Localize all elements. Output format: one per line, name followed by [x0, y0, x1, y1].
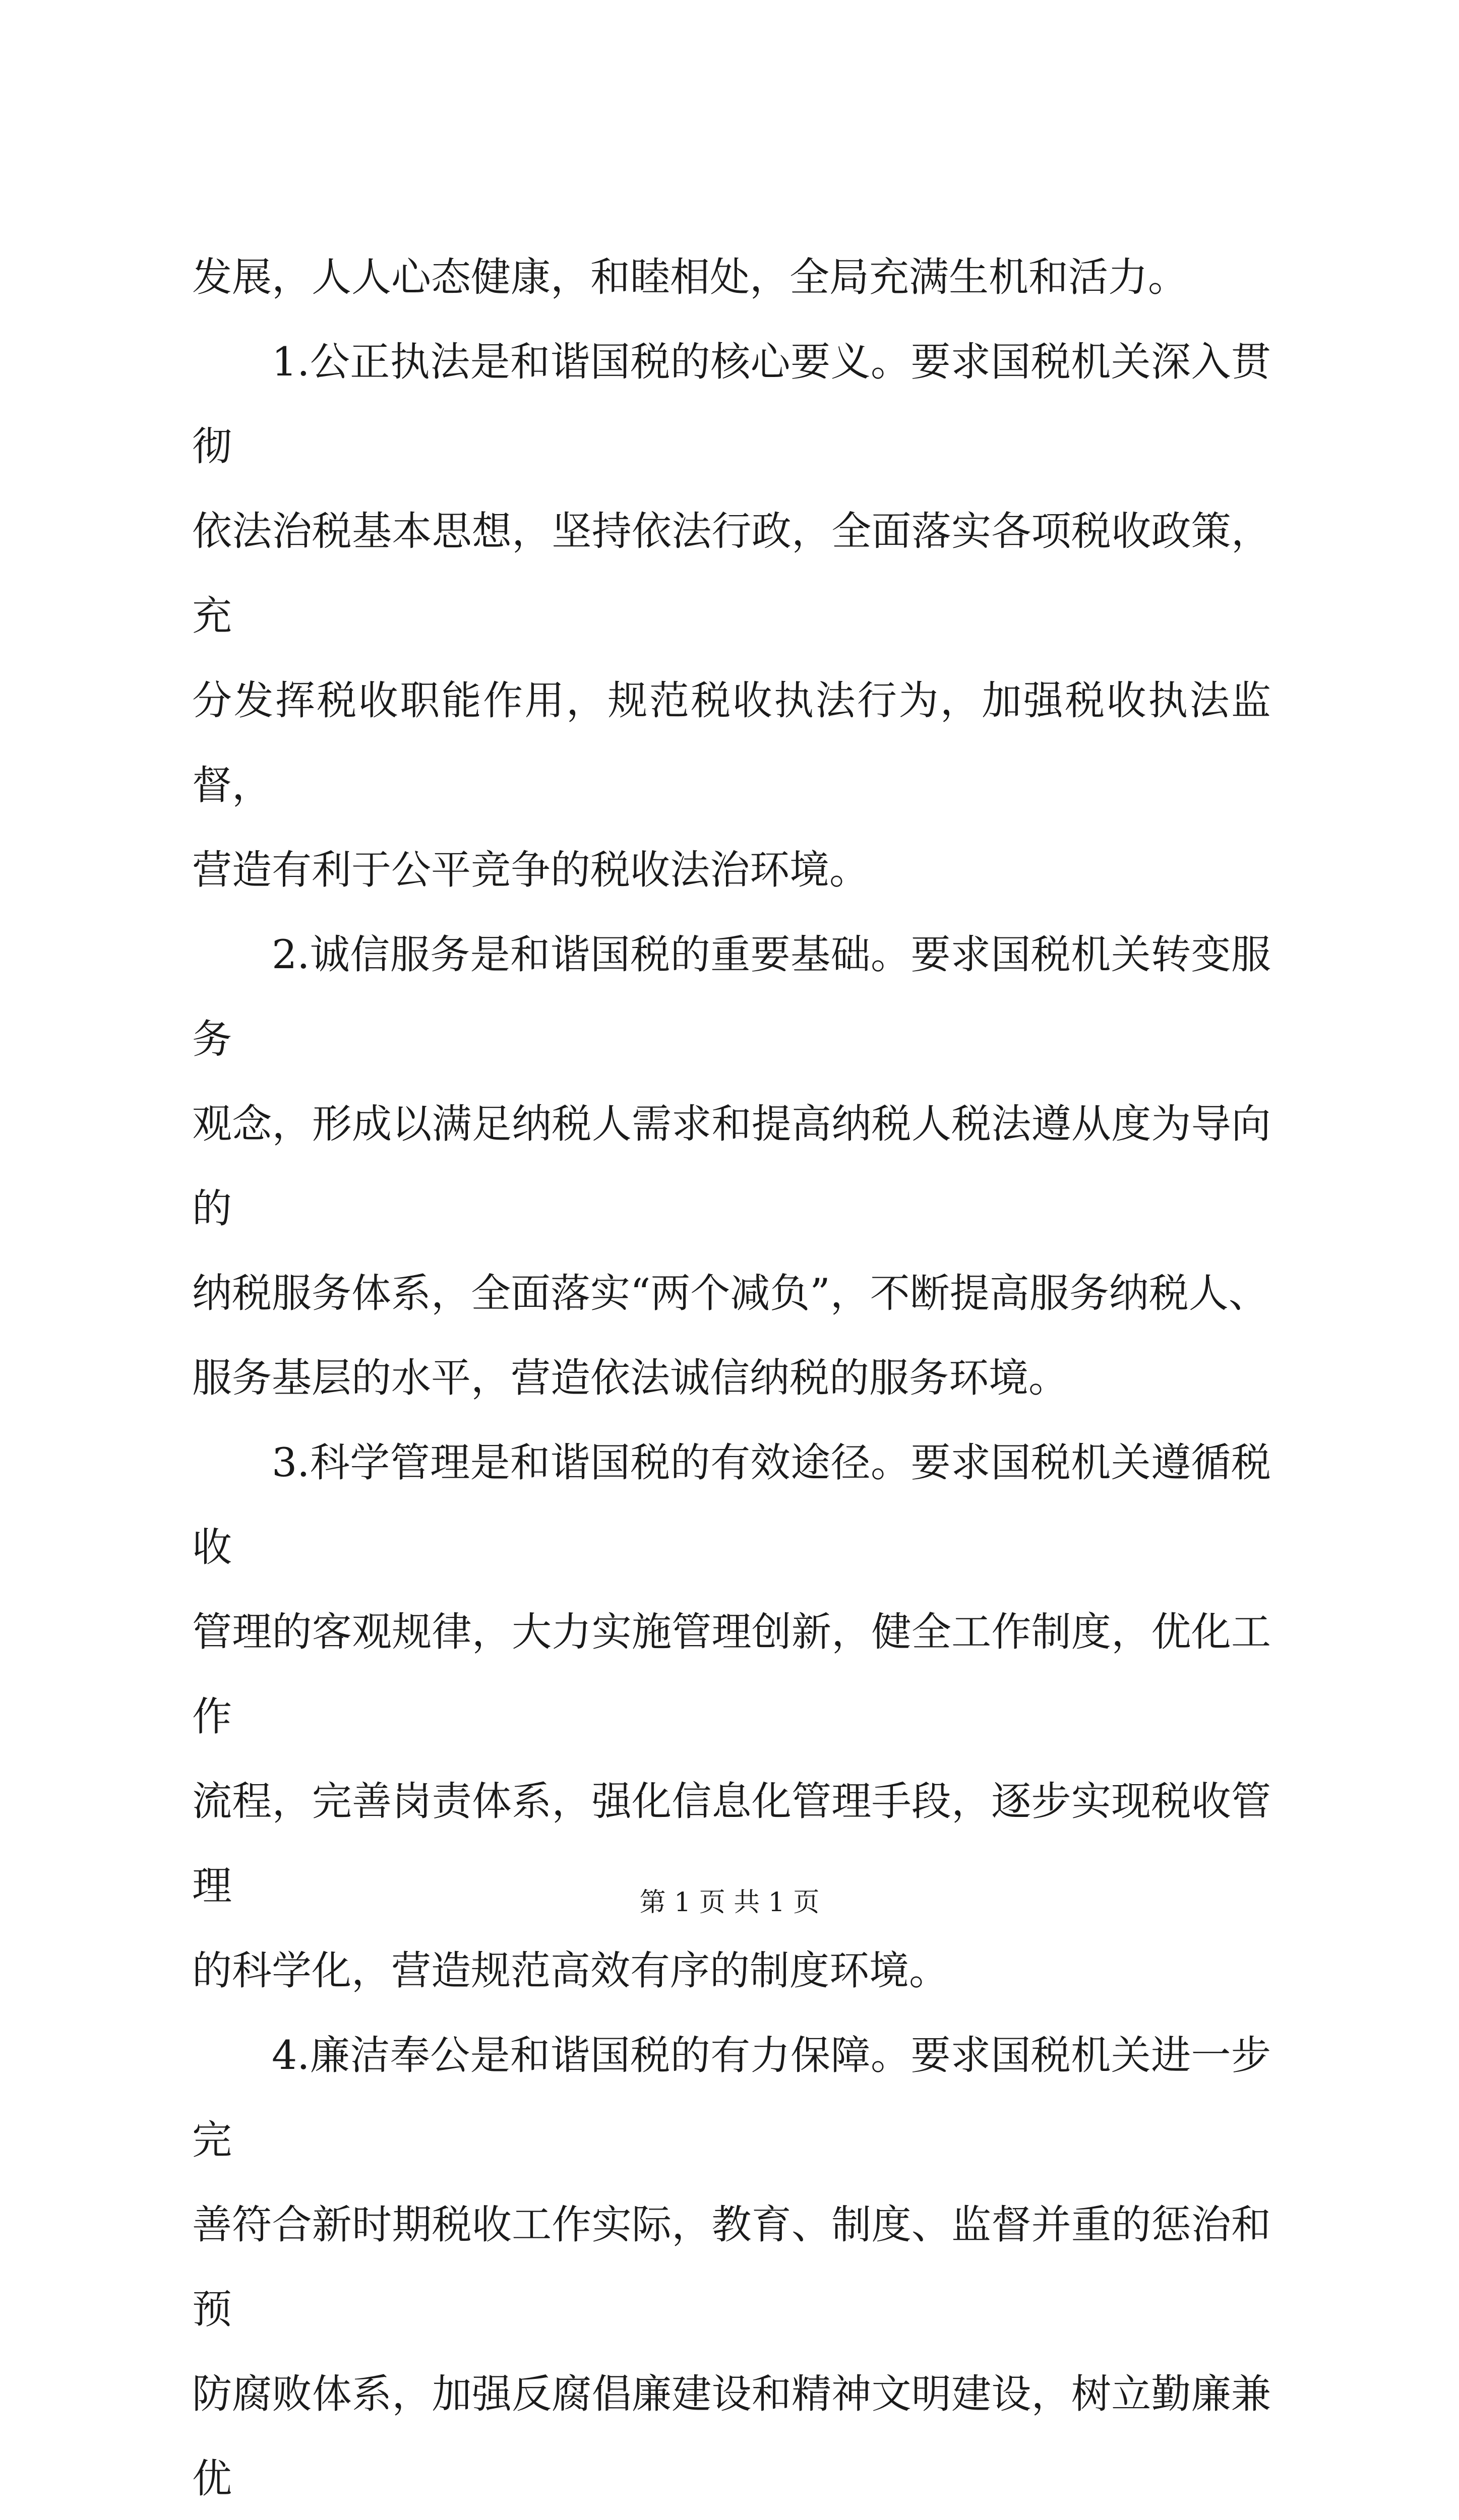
paragraph-item-2: 2.诚信服务是和谐国税的重要基础。要求国税机关转变服务 观念，形成以满足纳税人需求和提高纳税人税法遵从度为导向的 纳税服务体系，全面落实“两个减负”，不断提高服务纳税人、 服务基层的水平，营造依法诚信纳税的服务环境。: [192, 931, 1271, 1401]
paragraph-item-3: 3.科学管理是和谐国税的有效途径。要求国税机关遵循税收 管理的客观规律，大力实施管理创新，健全工作制度，优化工作 流程，完善岗责体系，强化信息化管理手段，逐步实现税收管理 的科学化，营造规范高效有序的制度环境。: [192, 1439, 1271, 1994]
paragraph-item-4: 4.廉洁奉公是和谐国税的有力保障。要求国税机关进一步完 善符合新时期税收工作实际，教育、制度、监督并重的惩治和预 防腐败体系，加强反腐倡廉建设和精神文明建设，树立勤廉兼优: [192, 2032, 1271, 2502]
paragraph-continuation: 发展，人人心态健康，和睦相处，全局充满生机和活力。: [192, 254, 1188, 300]
page-footer: 第 1 页 共 1 页: [639, 1887, 820, 1918]
paragraph-item-1: 1.公正执法是和谐国税的核心要义。要求国税机关深入贯彻 依法治税基本思想，坚持依法行政，全面落实各项税收政策，充 分发挥税收职能作用，规范税收执法行为，加强税收执法监督， 营造有利于公平竞争的税收法治环境。: [192, 339, 1271, 893]
document-body: [192, 235, 1271, 2520]
